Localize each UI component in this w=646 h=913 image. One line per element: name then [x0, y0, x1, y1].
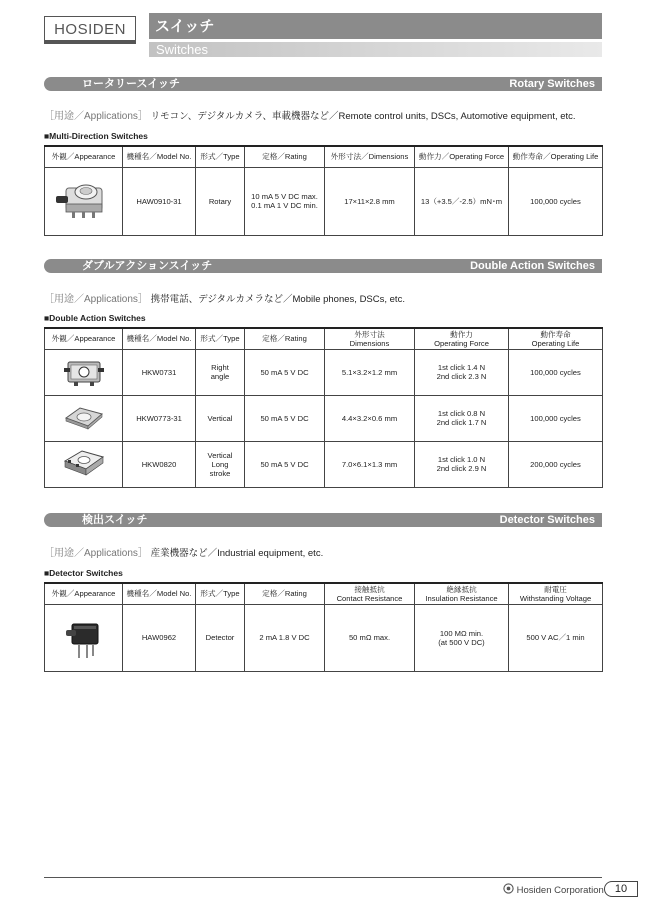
col-header-jp: 絶縁抵抗 — [446, 584, 477, 594]
page-number: 10 — [604, 881, 638, 897]
col-header-en: Operating Life — [531, 338, 580, 348]
applications-rotary — [44, 107, 576, 122]
insulation-resistance-cell — [415, 604, 509, 671]
type-cell — [196, 441, 245, 487]
life-cell: 200,000 cycles — [509, 441, 603, 487]
col-header — [325, 583, 415, 604]
type-line: Right — [211, 363, 229, 372]
force-cell — [415, 395, 509, 441]
table-row — [45, 167, 603, 235]
col-header — [415, 328, 509, 349]
type-cell: Detector — [196, 604, 245, 671]
insulation-line: (at 500 V DC) — [438, 637, 485, 647]
footer-rule — [44, 877, 602, 878]
section-bar-detector — [44, 513, 602, 527]
col-header: 定格／Rating — [245, 583, 325, 604]
model-cell: HKW0820 — [123, 441, 196, 487]
appearance-cell — [45, 441, 123, 487]
section-title-en: Double Action Switches — [470, 260, 595, 272]
col-header: 外観／Appearance — [45, 146, 123, 167]
force-line: 1st click 0.8 N — [437, 409, 486, 418]
rotary-switch-image — [52, 178, 116, 222]
insulation-line: 100 MΩ min. — [439, 628, 484, 638]
col-header-jp: 接触抵抗 — [354, 584, 385, 594]
detector-switch-image — [62, 610, 106, 664]
applications-detector — [44, 544, 323, 559]
col-header-en: Withstanding Voltage — [519, 593, 592, 603]
rating-cell: 50 mA 5 V DC — [245, 395, 325, 441]
rotary-spec-table — [44, 145, 603, 236]
col-header: 形式／Type — [196, 328, 245, 349]
col-header-jp: 外形寸法 — [354, 329, 385, 339]
life-cell: 100,000 cycles — [509, 395, 603, 441]
type-line: stroke — [209, 468, 231, 478]
dimensions-cell: 17×11×2.8 mm — [325, 167, 415, 235]
type-cell — [196, 349, 245, 395]
title-jp-bar — [149, 13, 602, 39]
force-line: 1st click 1.4 N — [437, 363, 486, 372]
appearance-cell — [45, 395, 123, 441]
model-cell: HAW0910-31 — [123, 167, 196, 235]
col-header — [509, 583, 603, 604]
col-header: 外観／Appearance — [45, 583, 123, 604]
hkw0731-switch-image — [62, 354, 106, 388]
force-line: 2nd click 1.7 N — [436, 418, 487, 427]
col-header: 外観／Appearance — [45, 328, 123, 349]
force-line: 2nd click 2.9 N — [436, 464, 487, 473]
type-line: Vertical — [207, 450, 233, 460]
col-header-jp: 動作力 — [450, 329, 473, 339]
section-bar-double-action — [44, 259, 602, 273]
contact-resistance-cell: 50 mΩ max. — [325, 604, 415, 671]
rating-cell — [245, 167, 325, 235]
model-cell: HKW0773-31 — [123, 395, 196, 441]
section-title-jp: 検出スイッチ — [82, 513, 148, 526]
page-title-jp: スイッチ — [155, 17, 215, 35]
rating-line: 0.1 mA 1 V DC min. — [251, 201, 318, 210]
applications-label: ［用途／Applications］ — [44, 111, 148, 122]
rating-cell: 50 mA 5 V DC — [245, 349, 325, 395]
applications-text: リモコン、デジタルカメラ、車載機器など／Remote control units, DSCs, Automotive equipment, etc. — [150, 111, 576, 122]
rating-cell: 2 mA 1.8 V DC — [245, 604, 325, 671]
logo-underline — [44, 40, 136, 44]
col-header — [415, 583, 509, 604]
withstanding-voltage-cell: 500 V AC／1 min — [509, 604, 603, 671]
type-line: Long — [211, 459, 229, 469]
table-row — [45, 441, 603, 487]
page-title-en: Switches — [156, 42, 209, 57]
col-header-jp: 耐電圧 — [544, 584, 567, 594]
model-cell: HKW0731 — [123, 349, 196, 395]
col-header — [509, 328, 603, 349]
model-cell: HAW0962 — [123, 604, 196, 671]
detector-spec-table — [44, 582, 603, 672]
col-header: 外形寸法／Dimensions — [325, 146, 415, 167]
type-cell: Rotary — [196, 167, 245, 235]
force-cell — [415, 349, 509, 395]
appearance-cell — [45, 349, 123, 395]
rating-cell: 50 mA 5 V DC — [245, 441, 325, 487]
life-cell: 100,000 cycles — [509, 349, 603, 395]
col-header-en: Contact Resistance — [336, 593, 403, 603]
col-header: 形式／Type — [196, 583, 245, 604]
table-row — [45, 604, 603, 671]
section-title-jp: ロータリースイッチ — [82, 77, 181, 90]
hkw0773-switch-image — [62, 402, 106, 432]
col-header: 機種名／Model No. — [123, 583, 196, 604]
col-header: 動作寿命／Operating Life — [509, 146, 603, 167]
section-title-jp: ダブルアクションスイッチ — [82, 259, 213, 272]
appearance-cell — [45, 604, 123, 671]
footer-brand — [503, 883, 604, 896]
type-line: angle — [210, 372, 230, 381]
subsection-title: ■Multi-Direction Switches — [44, 131, 148, 141]
col-header: 形式／Type — [196, 146, 245, 167]
col-header: 機種名／Model No. — [123, 328, 196, 349]
table-row — [45, 349, 603, 395]
type-cell: Vertical — [196, 395, 245, 441]
section-title-en: Rotary Switches — [509, 78, 595, 90]
life-cell: 100,000 cycles — [509, 167, 603, 235]
section-bar-rotary — [44, 77, 602, 91]
applications-label: ［用途／Applications］ — [44, 294, 148, 305]
force-cell: 13（+3.5／-2.5）mN･m — [415, 167, 509, 235]
section-title-en: Detector Switches — [499, 514, 595, 526]
force-line: 1st click 1.0 N — [437, 455, 486, 464]
applications-text: 産業機器など／Industrial equipment, etc. — [150, 548, 324, 559]
force-line: 2nd click 2.3 N — [436, 372, 487, 381]
rating-line: 10 mA 5 V DC max. — [251, 192, 318, 201]
table-header-row — [45, 146, 603, 167]
col-header-en: Operating Force — [434, 338, 489, 348]
col-header: 定格／Rating — [245, 328, 325, 349]
col-header-en: Insulation Resistance — [425, 593, 498, 603]
table-header-row — [45, 583, 603, 604]
col-header: 動作力／Operating Force — [415, 146, 509, 167]
table-header-row — [45, 328, 603, 349]
dimensions-cell: 4.4×3.2×0.6 mm — [325, 395, 415, 441]
dimensions-cell: 7.0×6.1×1.3 mm — [325, 441, 415, 487]
force-cell — [415, 441, 509, 487]
table-row — [45, 395, 603, 441]
dimensions-cell: 5.1×3.2×1.2 mm — [325, 349, 415, 395]
hkw0820-switch-image — [62, 447, 106, 479]
applications-label: ［用途／Applications］ — [44, 548, 148, 559]
hosiden-mark-icon — [503, 883, 514, 894]
col-header — [325, 328, 415, 349]
appearance-cell — [45, 167, 123, 235]
title-en-bar — [149, 42, 602, 57]
subsection-title: ■Double Action Switches — [44, 313, 146, 323]
subsection-title: ■Detector Switches — [44, 568, 123, 578]
col-header-jp: 動作寿命 — [540, 329, 571, 339]
hosiden-logo: HOSIDEN — [44, 16, 136, 43]
col-header: 定格／Rating — [245, 146, 325, 167]
applications-text: 携帯電話、デジタルカメラなど／Mobile phones, DSCs, etc. — [150, 294, 405, 305]
double-action-spec-table — [44, 327, 603, 488]
col-header-en: Dimensions — [349, 338, 390, 348]
col-header: 機種名／Model No. — [123, 146, 196, 167]
applications-double-action — [44, 290, 405, 305]
footer-company: Hosiden Corporation — [516, 885, 604, 896]
